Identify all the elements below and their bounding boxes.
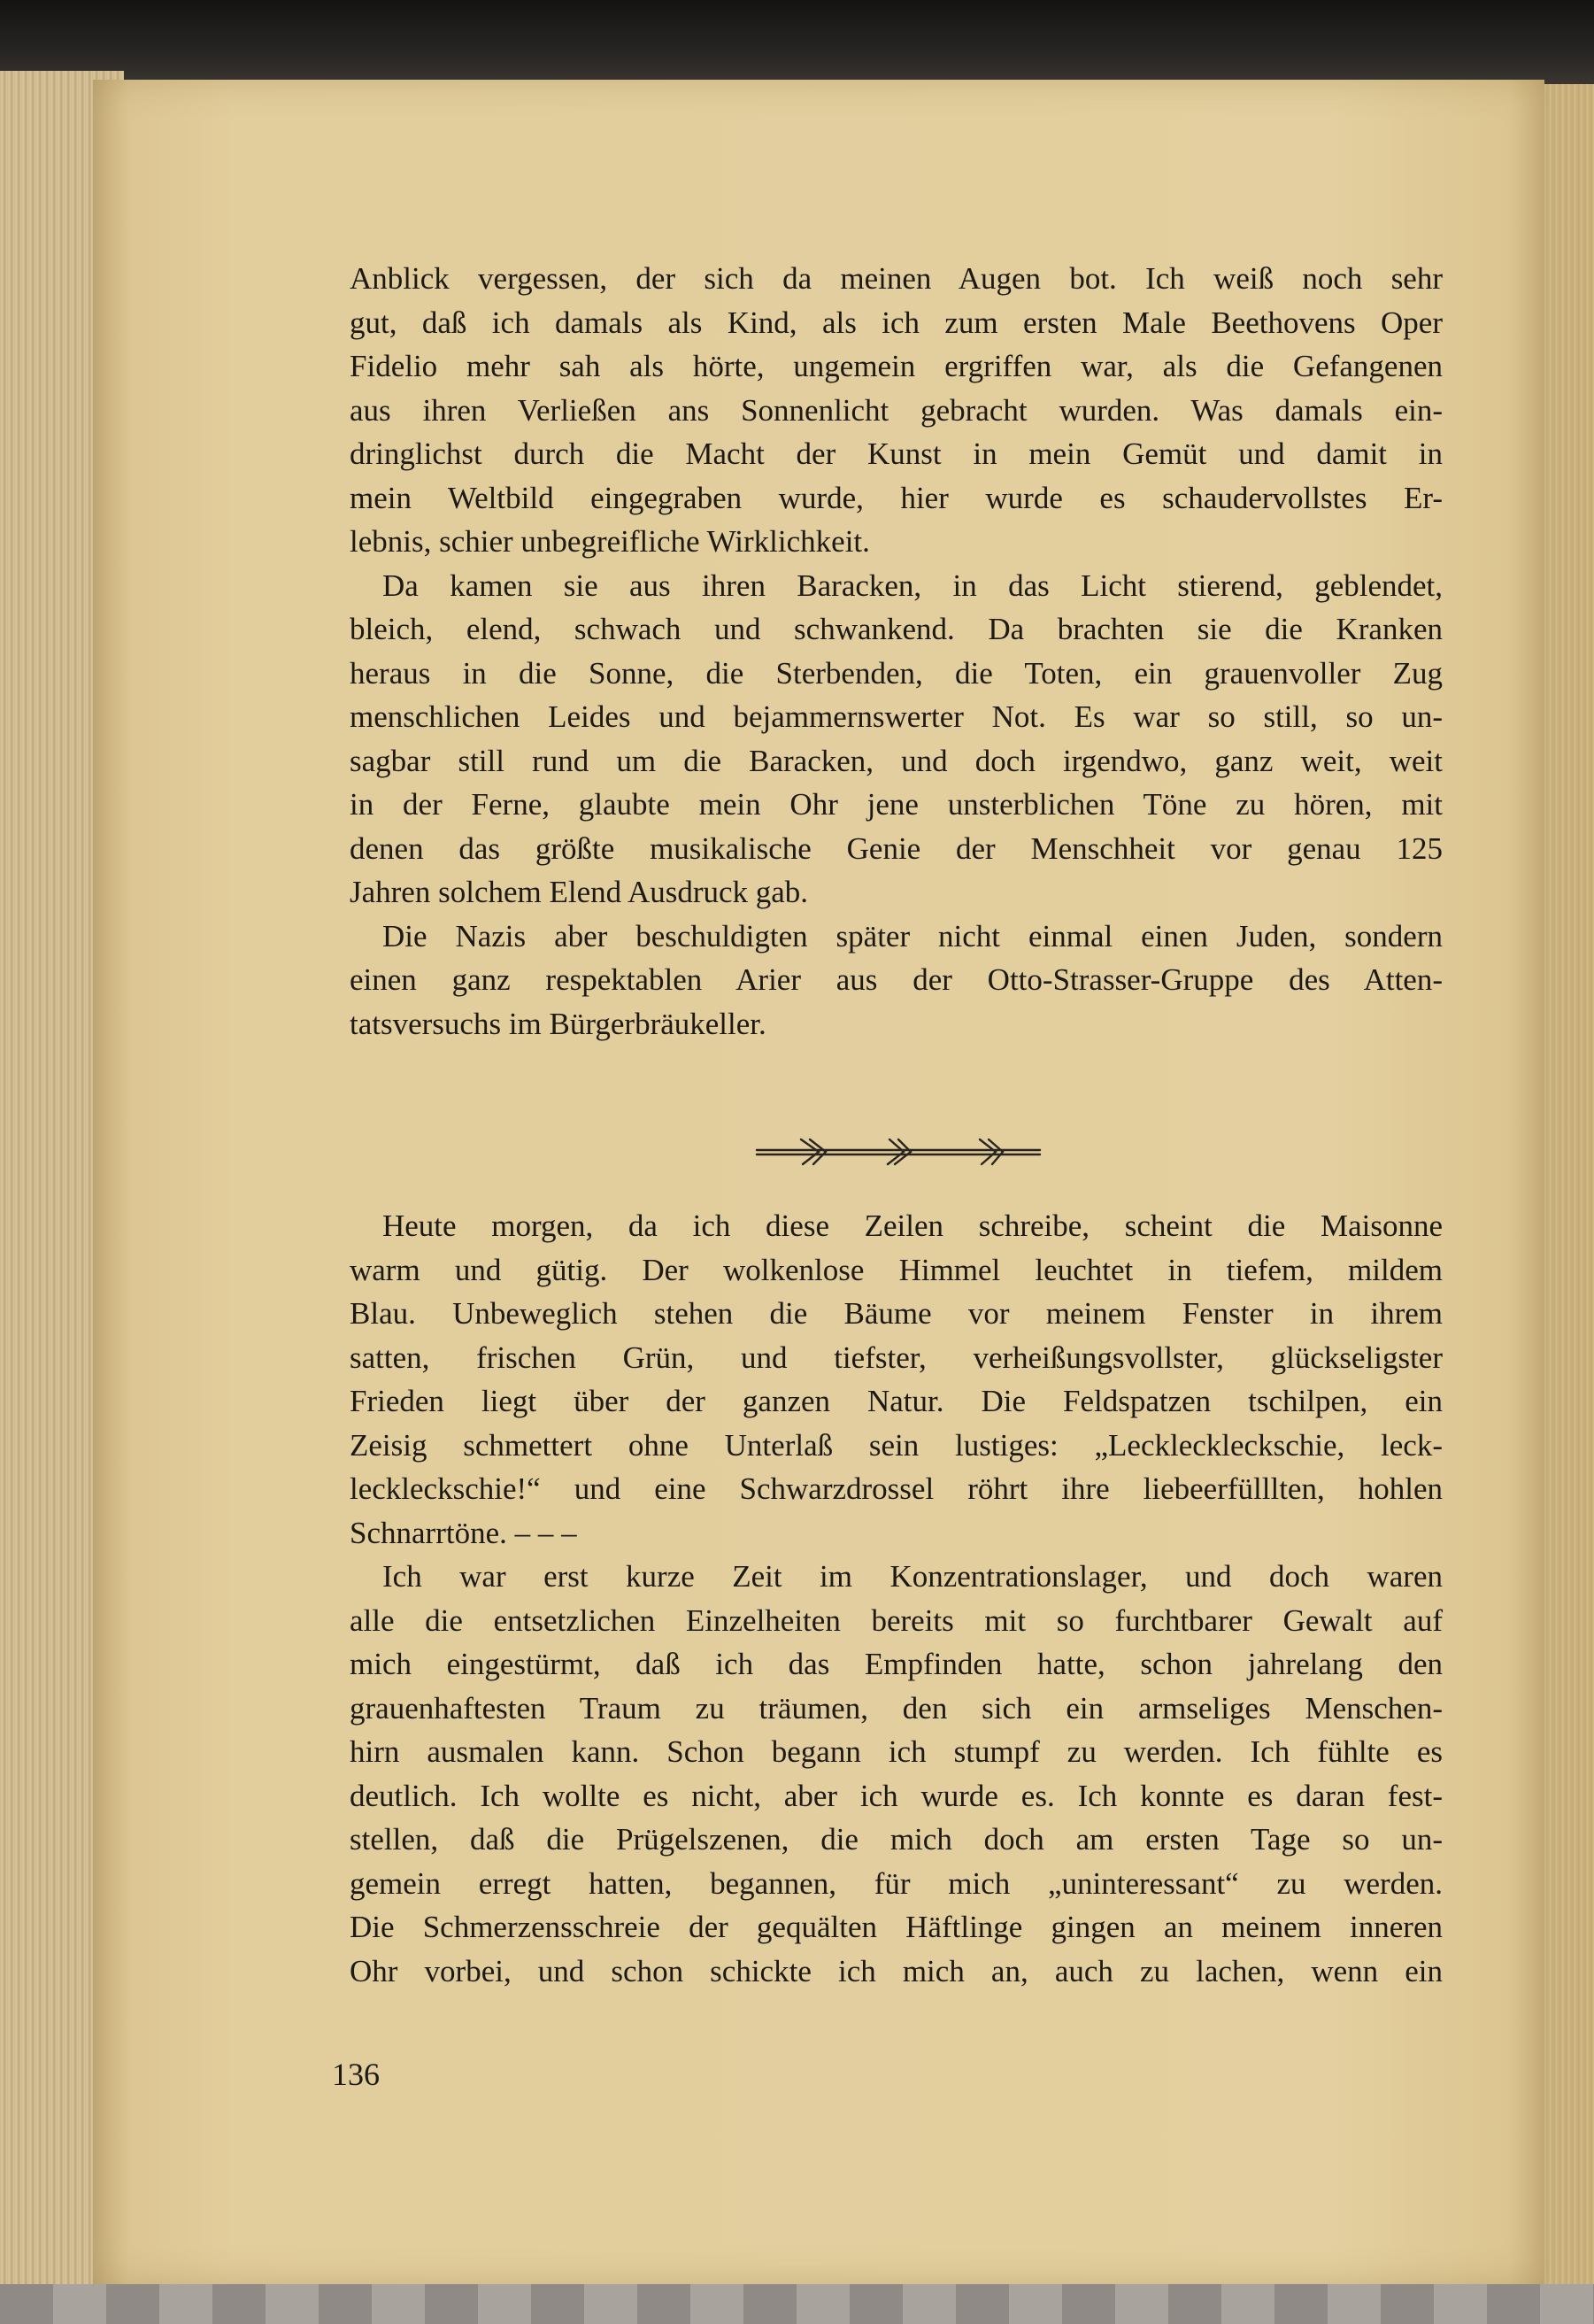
text-line: mein Weltbild eingegraben wurde, hier wurde es schaudervollstes Er- [350, 480, 1443, 515]
page-body [350, 257, 1443, 1993]
text-line: leckleckschie!“ und eine Schwarzdrossel röhrt ihre liebeerfülllten, hohlen [350, 1471, 1443, 1506]
paragraph [350, 1555, 1443, 1993]
paragraph [350, 1204, 1443, 1555]
text-line: Die Nazis aber beschuldigten später nicht einmal einen Juden, sondern [382, 918, 1443, 954]
text-line: Ich war erst kurze Zeit im Konzentrationslager, und doch waren [382, 1559, 1443, 1594]
text-line: sagbar still rund um die Baracken, und doch irgendwo, ganz weit, weit [350, 743, 1443, 778]
text-line: heraus in die Sonne, die Sterbenden, die Toten, ein grauenvoller Zug [350, 655, 1443, 691]
text-line: Fidelio mehr sah als hörte, ungemein ergriffen war, als die Gefangenen [350, 349, 1443, 383]
text-line: einen ganz respektablen Arier aus der Otto-Strasser-Gruppe des Atten- [350, 962, 1443, 997]
text-line: aus ihren Verließen ans Sonnenlicht gebracht wurden. Was damals ein- [350, 392, 1443, 428]
text-line: Frieden liegt über der ganzen Natur. Die Feldspatzen tschilpen, ein [350, 1384, 1443, 1418]
text-line: Da kamen sie aus ihren Baracken, in das Licht stierend, geblendet, [382, 567, 1443, 603]
paragraph [350, 257, 1443, 564]
text-line: dringlichst durch die Macht der Kunst in mein Gemüt und damit in [350, 436, 1443, 471]
book-top-shadow [0, 0, 1594, 84]
barbed-wire-ornament-icon [748, 1136, 1049, 1168]
text-line: mich eingestürmt, daß ich das Empfinden hatte, schon jahrelang den [350, 1647, 1443, 1681]
paragraph [350, 564, 1443, 915]
text-line: gemein erregt hatten, begannen, für mich „uninteressant“ zu werden. [350, 1865, 1443, 1901]
text-line: denen das größte musikalische Genie der Menschheit vor genau 125 [350, 830, 1443, 866]
text-line: Anblick vergessen, der sich da meinen Augen bot. Ich weiß noch sehr [350, 261, 1443, 296]
text-line: gut, daß ich damals als Kind, als ich zum ersten Male Beethovens Oper [350, 305, 1443, 340]
text-line: grauenhaftesten Traum zu träumen, den sich ein armseliges Menschen- [350, 1690, 1443, 1726]
text-line: Blau. Unbeweglich stehen die Bäume vor meinem Fenster in ihrem [350, 1296, 1443, 1331]
text-line: Jahren solchem Elend Ausdruck gab. [350, 875, 809, 909]
text-line: menschlichen Leides und bejammernswerter Not. Es war so still, so un- [350, 699, 1443, 734]
text-line: hirn ausmalen kann. Schon begann ich stumpf zu werden. Ich fühlte es [350, 1734, 1443, 1769]
text-line: bleich, elend, schwach und schwankend. Da brachten sie die Kranken [350, 612, 1443, 646]
text-line: in der Ferne, glaubte mein Ohr jene unsterblichen Töne zu hören, mit [350, 787, 1443, 822]
text-line: stellen, daß die Prügelszenen, die mich doch am ersten Tage so un- [350, 1822, 1443, 1857]
page-number: 136 [332, 2057, 380, 2092]
paragraph [350, 915, 1443, 1046]
text-line: Zeisig schmettert ohne Unterlaß sein lustiges: „Leckleckleckschie, leck- [350, 1427, 1443, 1463]
text-line: Die Schmerzensschreie der gequälten Häftlinge gingen an meinem inneren [350, 1910, 1443, 1944]
text-line: alle die entsetzlichen Einzelheiten bereits mit so furchtbarer Gewalt auf [350, 1602, 1443, 1638]
book-right-page-edge [1544, 84, 1594, 2324]
text-line: lebnis, schier unbegreifliche Wirklichkeit. [350, 524, 870, 559]
text-line: deutlich. Ich wollte es nicht, aber ich wurde es. Ich konnte es daran fest- [350, 1778, 1443, 1813]
section-break [350, 1046, 1443, 1204]
text-line: satten, frischen Grün, und tiefster, verheißungsvollster, glückseligster [350, 1340, 1443, 1375]
text-line: warm und gütig. Der wolkenlose Himmel leuchtet in tiefem, mildem [350, 1252, 1443, 1287]
text-line: Heute morgen, da ich diese Zeilen schreibe, scheint die Maisonne [382, 1208, 1443, 1243]
text-line: Ohr vorbei, und schon schickte ich mich an, auch zu lachen, wenn ein [350, 1953, 1443, 1988]
book-bottom-edge [0, 2284, 1594, 2324]
text-line: tatsversuchs im Bürgerbräukeller. [350, 1006, 766, 1041]
text-line: Schnarrtöne. – – – [350, 1515, 577, 1550]
